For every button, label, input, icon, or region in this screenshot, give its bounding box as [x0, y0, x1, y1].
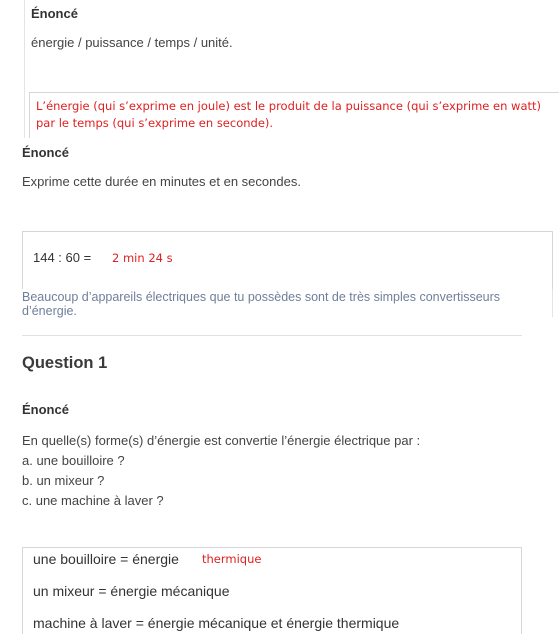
section2-note: Beaucoup d’appareils électriques que tu possèdes sont de très simples convertisseurs d’énergie.	[22, 290, 501, 318]
section1-answer: L’énergie (qui s’exprime en joule) est le produit de la puissance (qui s’exprime en watt) par le temps (qui s’exprime en seconde).	[36, 99, 541, 130]
question1-answer-1: une bouilloire = énergie	[33, 551, 179, 567]
question1-answer-2: un mixeur = énergie mécanique	[33, 583, 230, 599]
question1-item-b: b. un mixeur ?	[22, 473, 105, 488]
question1-title: Énoncé	[22, 402, 69, 417]
section1-text: énergie / puissance / temps / unité.	[31, 35, 233, 50]
question1-prompt-block	[22, 431, 542, 511]
section2-result: 2 min 24 s	[112, 251, 173, 265]
section1-left-rule	[24, 0, 25, 138]
section2-title: Énoncé	[22, 145, 69, 160]
question1-item-a: a. une bouilloire ?	[22, 453, 125, 468]
section2-text: Exprime cette durée en minutes et en secondes.	[22, 174, 301, 189]
section-divider	[22, 335, 522, 336]
question1-item-c: c. une machine à laver ?	[22, 493, 164, 508]
section2-answer-box[interactable]	[22, 231, 553, 289]
section2-calc: 144 : 60 =	[33, 250, 92, 265]
question1-answer-3: machine à laver = énergie mécanique et énergie thermique	[33, 615, 400, 631]
section1-title: Énoncé	[31, 6, 78, 21]
question1-heading: Question 1	[22, 354, 108, 372]
section2-right-rule	[552, 289, 553, 317]
question1-answer-1-fill: thermique	[202, 552, 262, 566]
question1-prompt: En quelle(s) forme(s) d’énergie est convertie l’énergie électrique par :	[22, 433, 421, 448]
